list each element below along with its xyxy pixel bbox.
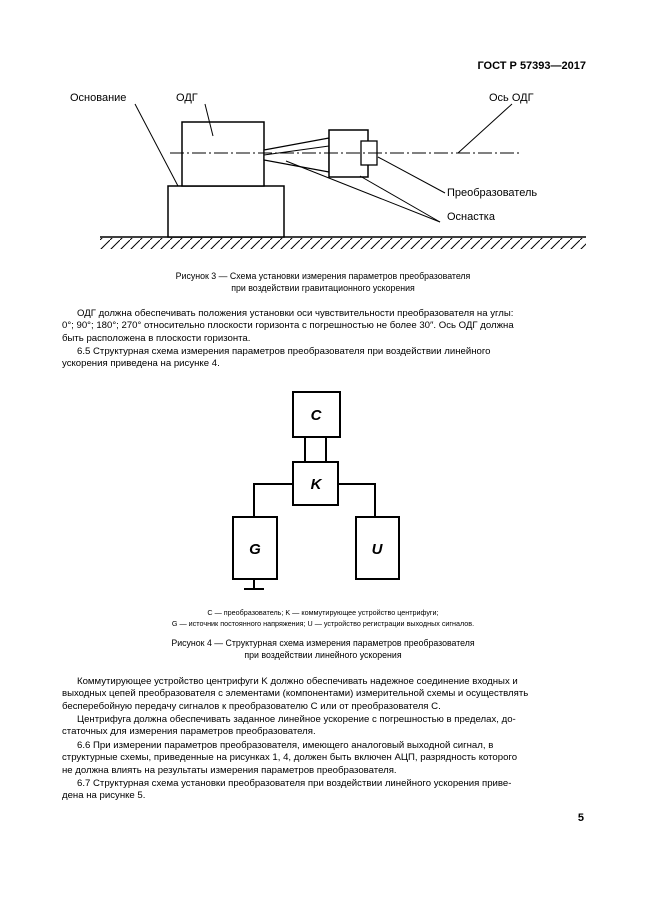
paragraph-centrifuge: Центрифуга должна обеспечивать заданное линейное ускорение с погрешностью в пределах, до- статочных для измерения параметров преобразователя. [62,714,516,738]
figure-4-diagram [0,380,646,600]
label-odg: ОДГ [176,92,198,104]
block-k-label: K [310,476,322,493]
fixture-arm [264,138,329,172]
block-g-label: G [249,541,261,558]
paragraph-6-5: 6.5 Структурная схема измерения параметров преобразователя при воздействии линейного ускорения приведена на рисунке 4. [62,346,491,370]
paragraph-odg: ОДГ должна обеспечивать положения установки оси чувствительности преобразователя на углы: 0°; 90°; 180°; 270° относительно плоскости горизонта с погрешностью не более 30″. Ось ОДГ должна быть расположена в плоскости горизонта. [62,308,514,344]
base-block [168,186,284,237]
paragraph-6-6: 6.6 При измерении параметров преобразователя, имеющего аналоговый выходной сигнал, в структурные схемы, приведенные на рисунках 1, 4, должен быть включен АЦП, разрядность которого не должна влиять на результаты измерения параметров преобразователя. [62,740,518,776]
label-axis: Ось ОДГ [489,92,534,104]
figure-3-diagram [0,0,646,270]
paragraph-6-7: 6.7 Структурная схема установки преобразователя при воздействии линейного ускорения приве- дена на рисунке 5. [62,778,512,802]
label-fixture: Оснастка [447,211,495,223]
document-id: ГОСТ Р 57393—2017 [477,60,586,72]
label-transducer: Преобразователь [447,187,538,199]
label-base: Основание [70,92,127,104]
paragraph-switching-device: Коммутирующее устройство центрифуги K должно обеспечивать надежное соединение входных и выходных цепей преобразователя с элементами (компонентами) измерительной схемы и осуществлять бесперебойную передачу сигналов к преобразователю C или от преобразователя C. [62,676,529,712]
block-c-label: C [310,407,322,424]
odg-block [182,122,264,186]
page-number: 5 [577,812,584,824]
figure-3-caption: Рисунок 3 — Схема установки измерения параметров преобразователя при воздействии гравитационного ускорения [175,271,471,293]
ground-hatch [100,238,586,249]
figure-4-caption: Рисунок 4 — Структурная схема измерения параметров преобразователя при воздействии линейного ускорения [171,638,475,660]
block-u-label: U [371,541,383,558]
figure-4-legend: C — преобразователь; K — коммутирующее устройство центрифуги; G — источник постоянного напряжения; U — устройство регистрации выходных сигналов. [171,608,475,628]
